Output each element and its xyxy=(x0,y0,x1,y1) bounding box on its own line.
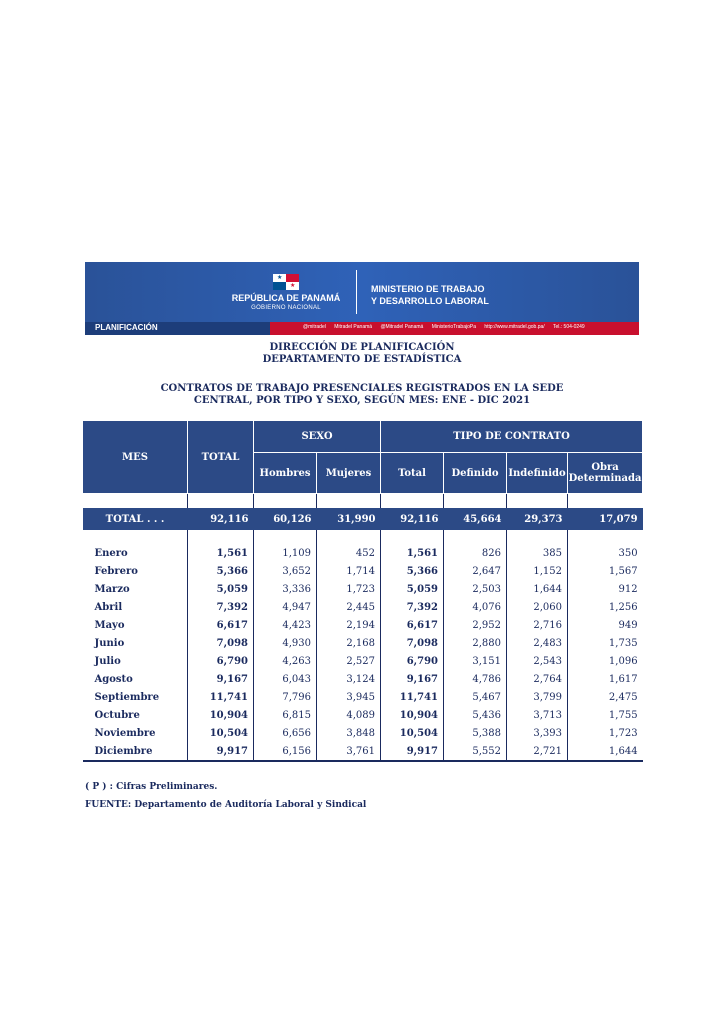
cell-hombres: 3,652 xyxy=(254,562,317,580)
header-definido: Definido xyxy=(444,453,507,494)
cell-definido: 2,647 xyxy=(444,562,507,580)
section-label: PLANIFICACIÓN xyxy=(95,323,158,332)
cell-mes: Octubre xyxy=(94,709,140,721)
table-row xyxy=(83,742,643,761)
cell-tipo-total: 6,617 xyxy=(381,616,444,634)
table-row xyxy=(83,544,643,562)
cell-mujeres: 4,089 xyxy=(317,706,381,724)
table-row xyxy=(83,634,643,652)
cell-hombres: 6,815 xyxy=(254,706,317,724)
cell-definido: 5,552 xyxy=(444,742,507,761)
cell-mes: Agosto xyxy=(94,673,133,685)
cell-total: 9,917 xyxy=(188,742,254,761)
table-row xyxy=(83,652,643,670)
cell-mes: Diciembre xyxy=(83,742,188,761)
cell-total: 9,167 xyxy=(188,670,254,688)
youtube-handle[interactable]: MinisterioTrabajoPa xyxy=(431,324,476,330)
cell-mes: Enero xyxy=(94,547,128,559)
cell-hombres: 4,423 xyxy=(254,616,317,634)
instagram-handle[interactable]: @Mitradel Panamá xyxy=(380,324,424,330)
facebook-handle[interactable]: Mitradel Panamá xyxy=(334,324,373,330)
banner-divider xyxy=(356,270,357,314)
cell-obra: 1,567 xyxy=(568,562,643,580)
cell-mujeres: 2,445 xyxy=(317,598,381,616)
header-obra-determinada xyxy=(568,453,643,494)
header-total: TOTAL xyxy=(188,421,254,494)
contracts-table xyxy=(82,420,643,762)
cell-mujeres: 2,168 xyxy=(317,634,381,652)
cell-hombres: 4,263 xyxy=(254,652,317,670)
cell-indefinido: 2,060 xyxy=(507,598,568,616)
cell-mes: Abril xyxy=(94,601,123,613)
cell-obra: 1,256 xyxy=(568,598,643,616)
department-heading xyxy=(140,342,584,366)
ministry-name xyxy=(371,283,531,307)
cell-mujeres: 1,723 xyxy=(317,580,381,598)
cell-definido: 5,467 xyxy=(444,688,507,706)
phone-number: Tel.: 504-0249 xyxy=(553,324,585,330)
panama-flag-icon: ★ ★ xyxy=(273,274,299,290)
social-links xyxy=(303,324,637,330)
department-label: DEPARTAMENTO DE ESTADÍSTICA xyxy=(262,354,462,365)
total-hombres: 60,126 xyxy=(254,508,317,530)
cell-tipo-total: 7,098 xyxy=(381,634,444,652)
ministry-line-1: MINISTERIO DE TRABAJO xyxy=(371,284,485,294)
cell-mujeres: 1,714 xyxy=(317,562,381,580)
cell-indefinido: 2,716 xyxy=(507,616,568,634)
cell-indefinido: 2,721 xyxy=(507,742,568,761)
header-mes: MES xyxy=(83,421,188,494)
cell-obra: 1,617 xyxy=(568,670,643,688)
header-hombres: Hombres xyxy=(254,453,317,494)
table-title-line-1: CONTRATOS DE TRABAJO PRESENCIALES REGISTRADOS EN LA SEDE xyxy=(160,383,564,394)
cell-total: 10,904 xyxy=(188,706,254,724)
header-mujeres: Mujeres xyxy=(317,453,381,494)
cell-mujeres: 2,527 xyxy=(317,652,381,670)
cell-tipo-total: 7,392 xyxy=(381,598,444,616)
cell-obra: 949 xyxy=(568,616,643,634)
cell-definido: 5,436 xyxy=(444,706,507,724)
table-row xyxy=(83,598,643,616)
cell-tipo-total: 5,366 xyxy=(381,562,444,580)
cell-hombres: 3,336 xyxy=(254,580,317,598)
cell-definido: 3,151 xyxy=(444,652,507,670)
total-value: 92,116 xyxy=(188,508,254,530)
cell-tipo-total: 9,167 xyxy=(381,670,444,688)
preliminary-note: ( P ) : Cifras Preliminares. xyxy=(85,782,218,792)
cell-obra: 2,475 xyxy=(568,688,643,706)
cell-total: 5,366 xyxy=(188,562,254,580)
total-row xyxy=(83,508,643,530)
cell-mujeres: 2,194 xyxy=(317,616,381,634)
total-label: TOTAL . . . xyxy=(83,508,188,530)
table-row xyxy=(83,706,643,724)
header-tipo-contrato: TIPO DE CONTRATO xyxy=(381,421,643,453)
header-indefinido: Indefinido xyxy=(507,453,568,494)
cell-definido: 5,388 xyxy=(444,724,507,742)
cell-definido: 826 xyxy=(444,544,507,562)
cell-mes: Marzo xyxy=(94,583,130,595)
direction-label: DIRECCIÓN DE PLANIFICACIÓN xyxy=(269,342,455,353)
cell-tipo-total: 10,504 xyxy=(381,724,444,742)
cell-indefinido: 385 xyxy=(507,544,568,562)
cell-mujeres: 452 xyxy=(317,544,381,562)
cell-hombres: 6,043 xyxy=(254,670,317,688)
government-label: GOBIERNO NACIONAL xyxy=(251,305,321,311)
header-tipo-total: Total xyxy=(381,453,444,494)
cell-mes: Julio xyxy=(94,655,121,667)
cell-mujeres: 3,848 xyxy=(317,724,381,742)
total-tipo-total: 92,116 xyxy=(381,508,444,530)
cell-hombres: 1,109 xyxy=(254,544,317,562)
cell-hombres: 6,656 xyxy=(254,724,317,742)
total-definido: 45,664 xyxy=(444,508,507,530)
cell-definido: 2,952 xyxy=(444,616,507,634)
header-sexo: SEXO xyxy=(254,421,381,453)
cell-indefinido: 1,644 xyxy=(507,580,568,598)
ministry-banner xyxy=(85,262,639,322)
total-obra: 17,079 xyxy=(568,508,643,530)
table-row xyxy=(83,670,643,688)
cell-indefinido: 3,713 xyxy=(507,706,568,724)
cell-tipo-total: 10,904 xyxy=(381,706,444,724)
total-indefinido: 29,373 xyxy=(507,508,568,530)
cell-mes: Septiembre xyxy=(94,691,160,703)
cell-total: 6,617 xyxy=(188,616,254,634)
cell-total: 5,059 xyxy=(188,580,254,598)
cell-hombres: 6,156 xyxy=(254,742,317,761)
twitter-handle[interactable]: @mitradel xyxy=(303,324,326,330)
republic-label: REPÚBLICA DE PANAMÁ xyxy=(231,293,341,303)
cell-hombres: 4,947 xyxy=(254,598,317,616)
cell-obra: 350 xyxy=(568,544,643,562)
cell-obra: 1,735 xyxy=(568,634,643,652)
cell-mes: Mayo xyxy=(94,619,125,631)
cell-definido: 2,503 xyxy=(444,580,507,598)
cell-tipo-total: 6,790 xyxy=(381,652,444,670)
cell-tipo-total: 11,741 xyxy=(381,688,444,706)
cell-mes: Junio xyxy=(94,637,125,649)
cell-total: 11,741 xyxy=(188,688,254,706)
section-bar xyxy=(85,322,639,335)
table-row xyxy=(83,616,643,634)
website-link[interactable]: http://www.mitradel.gob.pa/ xyxy=(484,324,545,330)
cell-tipo-total: 1,561 xyxy=(381,544,444,562)
cell-indefinido: 3,799 xyxy=(507,688,568,706)
cell-mujeres: 3,761 xyxy=(317,742,381,761)
table-row xyxy=(83,688,643,706)
table-title-line-2: CENTRAL, POR TIPO Y SEXO, SEGÚN MES: ENE - DIC 2021 xyxy=(193,395,531,406)
cell-definido: 4,076 xyxy=(444,598,507,616)
total-mujeres: 31,990 xyxy=(317,508,381,530)
cell-total: 1,561 xyxy=(188,544,254,562)
table-row xyxy=(83,562,643,580)
cell-obra: 1,096 xyxy=(568,652,643,670)
cell-tipo-total: 9,917 xyxy=(381,742,444,761)
cell-obra: 1,723 xyxy=(568,724,643,742)
header-obra-line-2: Determinada xyxy=(568,473,642,484)
cell-obra: 1,644 xyxy=(568,742,643,761)
cell-total: 10,504 xyxy=(188,724,254,742)
cell-mujeres: 3,945 xyxy=(317,688,381,706)
cell-obra: 912 xyxy=(568,580,643,598)
table-row xyxy=(83,724,643,742)
cell-total: 7,392 xyxy=(188,598,254,616)
cell-indefinido: 3,393 xyxy=(507,724,568,742)
ministry-line-2: Y DESARROLLO LABORAL xyxy=(371,296,489,306)
cell-mujeres: 3,124 xyxy=(317,670,381,688)
cell-definido: 4,786 xyxy=(444,670,507,688)
cell-mes: Febrero xyxy=(94,565,138,577)
cell-hombres: 7,796 xyxy=(254,688,317,706)
cell-indefinido: 2,764 xyxy=(507,670,568,688)
cell-mes: Noviembre xyxy=(94,727,156,739)
cell-indefinido: 2,483 xyxy=(507,634,568,652)
cell-hombres: 4,930 xyxy=(254,634,317,652)
cell-indefinido: 2,543 xyxy=(507,652,568,670)
header-obra-line-1: Obra xyxy=(591,462,619,473)
cell-tipo-total: 5,059 xyxy=(381,580,444,598)
source-note: FUENTE: Departamento de Auditoría Laboral y Sindical xyxy=(85,800,367,810)
cell-total: 6,790 xyxy=(188,652,254,670)
cell-definido: 2,880 xyxy=(444,634,507,652)
table-row xyxy=(83,580,643,598)
section-tab xyxy=(85,322,270,335)
table-title xyxy=(140,383,584,407)
cell-total: 7,098 xyxy=(188,634,254,652)
cell-obra: 1,755 xyxy=(568,706,643,724)
cell-indefinido: 1,152 xyxy=(507,562,568,580)
